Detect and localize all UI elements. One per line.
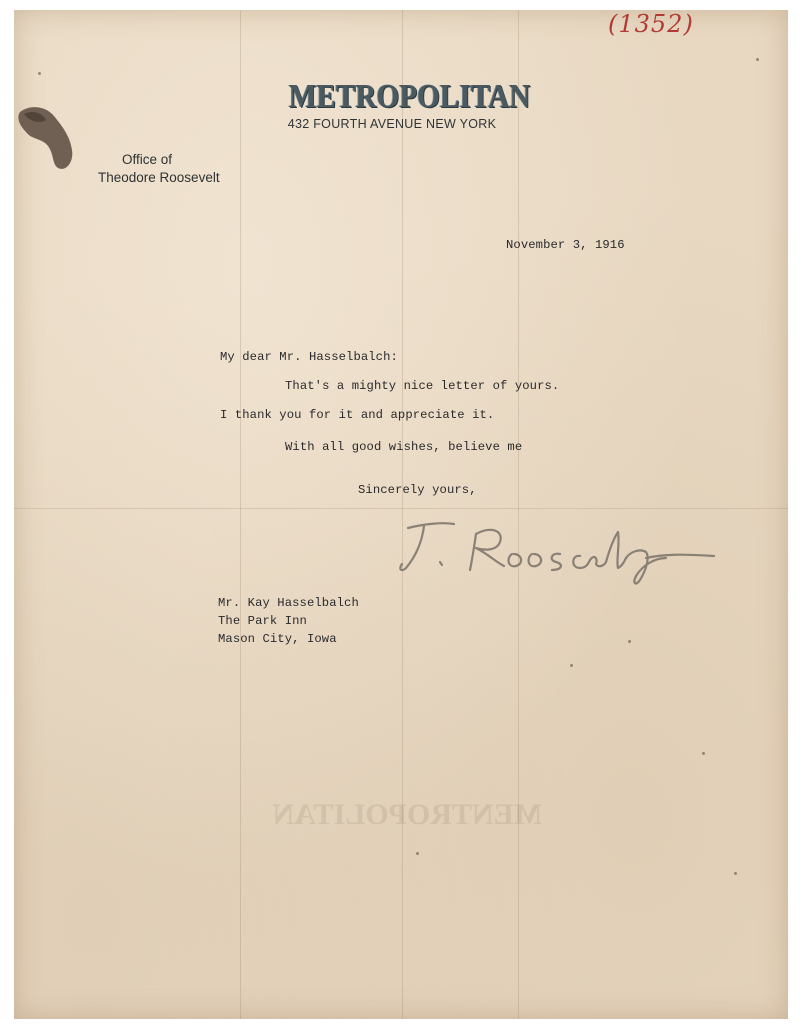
office-name: Theodore Roosevelt bbox=[98, 170, 220, 185]
paper-speck bbox=[628, 640, 631, 643]
body-line: That's a mighty nice letter of yours. bbox=[285, 379, 560, 393]
body-line: I thank you for it and appreciate it. bbox=[220, 408, 495, 422]
handwritten-signature bbox=[384, 508, 724, 588]
recipient-line: The Park Inn bbox=[218, 614, 307, 628]
paper-speck bbox=[38, 72, 41, 75]
closing: Sincerely yours, bbox=[358, 483, 477, 497]
paper-speck bbox=[570, 664, 573, 667]
paper-speck bbox=[702, 752, 705, 755]
paper-speck bbox=[756, 58, 759, 61]
office-block bbox=[98, 151, 220, 187]
show-through-imprint: MENTROPOLITAN bbox=[272, 798, 542, 831]
office-line: Office of bbox=[122, 152, 173, 167]
letterhead-address: 432 FOURTH AVENUE NEW YORK bbox=[287, 117, 497, 131]
paper-speck bbox=[734, 872, 737, 875]
letter-date: November 3, 1916 bbox=[506, 238, 625, 252]
letterhead-title: METROPOLITAN bbox=[288, 78, 531, 115]
fold-line-vertical-1 bbox=[240, 10, 241, 1019]
recipient-line: Mr. Kay Hasselbalch bbox=[218, 596, 359, 610]
salutation: My dear Mr. Hasselbalch: bbox=[220, 350, 398, 364]
catalog-number-annotation: (1352) bbox=[608, 10, 694, 38]
body-line: With all good wishes, believe me bbox=[285, 440, 523, 454]
recipient-line: Mason City, Iowa bbox=[218, 632, 337, 646]
ink-stain bbox=[16, 102, 74, 176]
paper-speck bbox=[416, 852, 419, 855]
